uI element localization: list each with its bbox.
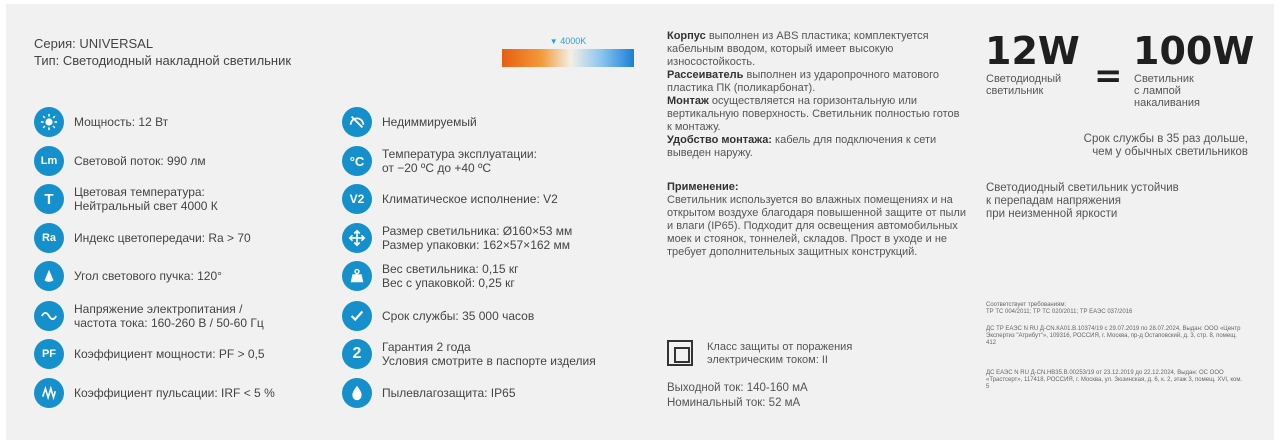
korpus-title: Корпус xyxy=(667,30,706,42)
spec-lifetime xyxy=(342,300,534,332)
checkmark-icon xyxy=(342,301,372,331)
description-block xyxy=(667,30,967,160)
warranty-2-icon: 2 xyxy=(342,339,372,369)
spec-voltage xyxy=(34,300,264,332)
spec-operating-temp-text: Температура эксплуатации: от −20 ºС до +40 ºС xyxy=(382,147,537,175)
spec-power xyxy=(34,106,168,138)
compliance-text: Соответствует требованиям: ТР ТС 004/2011; ТР ТС 020/2011; ТР ЕАЭС 037/2016 xyxy=(986,302,1133,315)
output-current: Выходной ток: 140-160 мА xyxy=(667,382,808,394)
spec-cri xyxy=(34,222,251,254)
declaration-2: ДС ЕАЭС N RU Д-CN.НВ35.В.00253/19 от 23.12.2019 до 22.12.2024, Выдан: ОС ООО «Трастсерт», 117418, РОССИЯ, г. Москва, ул. Зюзинская, д. 6, к. 2, этаж 3, помещ. XVI, ком. 5 xyxy=(986,370,1243,390)
spec-dimming-text: Недиммируемый xyxy=(382,115,477,129)
spec-climate xyxy=(342,183,558,215)
led-watts: 12W xyxy=(985,29,1080,73)
rasseivatel-text: выполнен из ударопрочного матового пластика ПК (поликарбонат). xyxy=(667,69,939,94)
v2-icon: V2 xyxy=(342,184,372,214)
spec-beam-angle-text: Угол светового пучка: 120° xyxy=(74,269,222,283)
spec-dimensions xyxy=(342,222,572,254)
spec-power-text: Мощность: 12 Вт xyxy=(74,115,169,129)
spec-pulsation-text: Коэффициент пульсации: IRF < 5 % xyxy=(74,386,275,400)
application-block xyxy=(667,181,967,259)
spec-ip-rating-text: Пылевлагозащита: IP65 xyxy=(382,386,516,400)
nominal-current: Номинальный ток: 52 мА xyxy=(667,397,801,409)
spec-weight xyxy=(342,260,518,292)
pulsation-icon xyxy=(34,378,64,408)
spec-power-factor xyxy=(34,338,265,370)
stability-note: Светодиодный светильник устойчив к перепадам напряжения при неизменной яркости xyxy=(986,182,1179,220)
spec-color-temperature-text: Цветовая температура: Нейтральный свет 4000 К xyxy=(74,185,218,213)
spec-warranty-text: Гарантия 2 года Условия смотрите в паспорте изделия xyxy=(382,340,596,368)
rasseivatel-title: Рассеиватель xyxy=(667,69,744,81)
spec-climate-text: Климатическое исполнение: V2 xyxy=(382,192,558,206)
sun-icon xyxy=(34,107,64,137)
lamp-watts: 100W xyxy=(1133,29,1255,73)
spec-pulsation xyxy=(34,377,275,409)
color-temp-gradient xyxy=(502,49,634,67)
udobstvo-title: Удобство монтажа: xyxy=(667,134,772,146)
korpus-text: выполнен из ABS пластика; комплектуется кабельным вводом, который имеет высокую износостойкость. xyxy=(667,30,929,68)
spec-warranty xyxy=(342,338,596,370)
spec-lifetime-text: Срок службы: 35 000 часов xyxy=(382,309,535,323)
declaration-1: ДС ТР ЕАЭС N RU Д-CN.КА01.В.10374/19 с 29.07.2019 по 28.07.2024, Выдан: ООО «Центр Экспертиз "Атрибут"», 109316, РОССИЯ, г. Москва, пр-д Остаповский, д. 3, стр. 8, помещ. 412 xyxy=(986,326,1241,346)
dimmer-off-icon xyxy=(342,107,372,137)
udobstvo-text: кабель для подключения к сети выведен наружу. xyxy=(667,134,937,159)
led-label: Светодиодный светильник xyxy=(986,73,1062,97)
lifetime-note: Срок службы в 35 раз дольше, чем у обычных светильников xyxy=(1083,133,1248,158)
spec-dimming xyxy=(342,106,477,138)
spec-power-factor-text: Коэффициент мощности: PF > 0,5 xyxy=(74,347,265,361)
celsius-icon: °C xyxy=(342,146,372,176)
spec-luminous-flux-text: Световой поток: 990 лм xyxy=(74,154,206,168)
ra-icon: Ra xyxy=(34,223,64,253)
spec-beam-angle xyxy=(34,260,222,292)
color-temperature-scale xyxy=(502,36,634,68)
spec-voltage-text: Напряжение электропитания / частота тока: 160-260 В / 50-60 Гц xyxy=(74,302,264,330)
spec-color-temperature xyxy=(34,183,218,215)
type-label: Тип: Светодиодный накладной светильник xyxy=(34,53,292,68)
color-temp-marker: ▼ 4000K xyxy=(549,36,587,46)
lamp-label: Светильник с лампой накаливания xyxy=(1134,73,1200,109)
color-temp-marker-label: 4000K xyxy=(560,36,587,46)
sine-wave-icon xyxy=(34,301,64,331)
spec-operating-temp xyxy=(342,145,537,177)
application-title: Применение: xyxy=(667,181,739,193)
spec-cri-text: Индекс цветопередачи: Ra > 70 xyxy=(74,231,251,245)
spec-weight-text: Вес светильника: 0,15 кг Вес с упаковкой: 0,25 кг xyxy=(382,262,519,290)
class-ii-icon xyxy=(667,340,693,366)
weight-icon xyxy=(342,261,372,291)
series-label: Серия: UNIVERSAL xyxy=(34,36,154,51)
montazh-title: Монтаж xyxy=(667,95,709,107)
spec-luminous-flux xyxy=(34,145,206,177)
equals-sign: = xyxy=(1094,56,1123,96)
protection-class-text: Класс защиты от поражения электрическим током: II xyxy=(707,341,853,366)
montazh-text: осуществляется на горизонтальную или вертикальную поверхность. Светильник полностью готов к монтажу. xyxy=(667,95,960,133)
spec-ip-rating xyxy=(342,377,516,409)
light-beam-icon xyxy=(34,261,64,291)
drop-icon xyxy=(342,378,372,408)
spec-dimensions-text: Размер светильника: Ø160×53 мм Размер упаковки: 162×57×162 мм xyxy=(382,224,573,252)
lm-icon: Lm xyxy=(34,146,64,176)
application-text: Светильник используется во влажных помещениях и на открытом воздухе благодаря повышенной защите от пыли и влаги (IP65). Подходит для освещения автомобильных моек и стоянок, тоннелей, складов. Прост в уходе и не требует дополнительных защитных конструкций. xyxy=(667,194,966,258)
temperature-t-icon: T xyxy=(34,184,64,214)
pf-icon: PF xyxy=(34,339,64,369)
dimensions-icon xyxy=(342,223,372,253)
